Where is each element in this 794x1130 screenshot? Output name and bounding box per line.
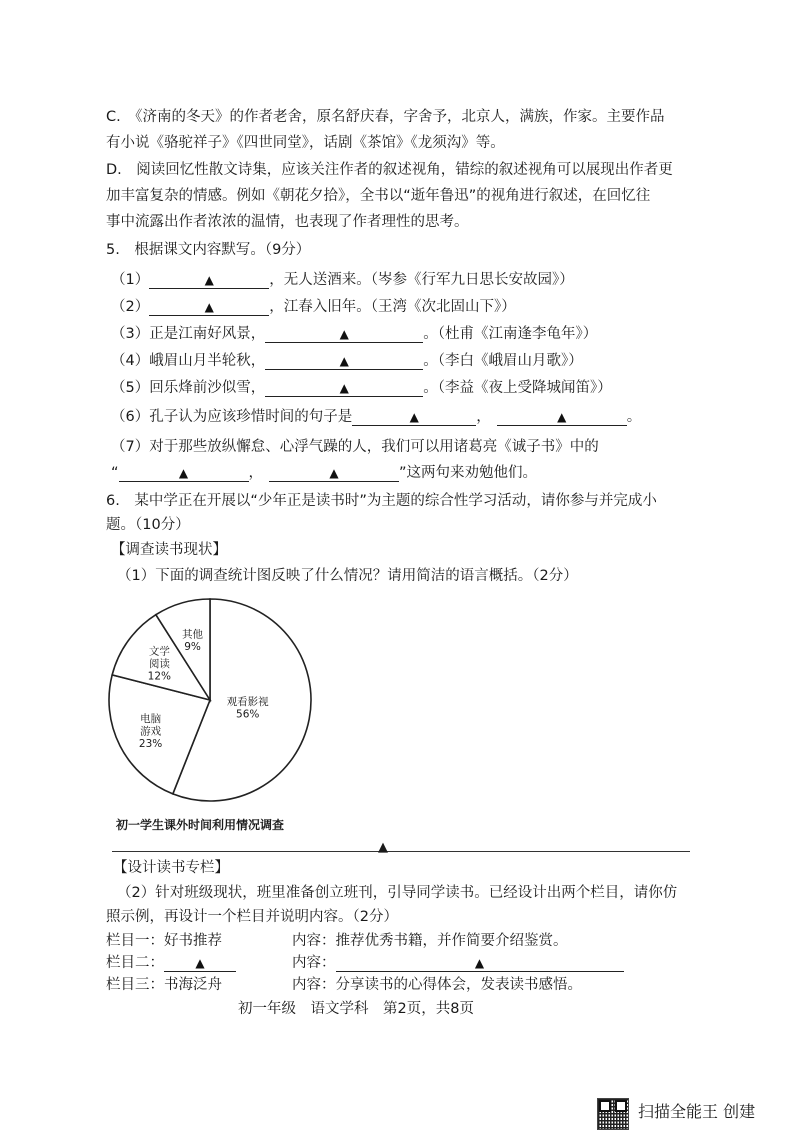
chart-title: 初一学生课外时间利用情况调查 — [116, 818, 285, 832]
column-1-content: 内容：推荐优秀书籍，并作简要介绍鉴赏。 — [292, 933, 568, 949]
blank-marker-icon: ▲ — [409, 410, 419, 424]
answer-blank[interactable] — [265, 351, 423, 370]
blank-marker-icon: ▲ — [329, 466, 339, 480]
answer-blank[interactable] — [149, 297, 269, 316]
qr-code-icon — [597, 1098, 629, 1130]
blank-marker-icon: ▲ — [204, 273, 214, 287]
option-d-line3: 事中流露出作者浓浓的温情，也表现了作者理性的思考。 — [106, 214, 469, 230]
q6-sub2-line1: （2）针对班级现状，班里准备创立班刊，引导同学读书。已经设计出两个栏目，请你仿 — [117, 885, 678, 901]
q5-item-5-text: （5）回乐烽前沙似雪， — [111, 380, 266, 396]
column-2-name-blank[interactable] — [164, 953, 236, 972]
answer-blank[interactable] — [269, 463, 399, 482]
blank-marker-icon: ▲ — [474, 956, 485, 970]
option-d-line1: D. 阅读回忆性散文诗集，应该关注作者的叙述视角，错综的叙述视角可以展现出作者更 — [106, 162, 673, 178]
answer-blank[interactable] — [149, 270, 269, 289]
column-2-content — [292, 953, 624, 973]
blank-marker-icon: ▲ — [339, 381, 349, 395]
blank-marker-icon: ▲ — [557, 410, 567, 424]
column-2-content-blank[interactable] — [336, 953, 624, 972]
blank-marker-icon: ▲ — [178, 466, 189, 480]
q5-item-2 — [111, 297, 516, 317]
pie-label-电脑游戏: 电脑游戏 23% — [138, 712, 163, 750]
q5-item-1 — [111, 270, 574, 290]
scanner-watermark: 扫描全能王 创建 — [638, 1102, 756, 1121]
q5-item-1-text: ，无人送酒来。（岑参《行军九日思长安故园》） — [269, 272, 574, 288]
q5-title: 5. 根据课文内容默写。（9分） — [106, 242, 311, 258]
q5-item-4-source: 。（李白《峨眉山月歌》） — [423, 353, 583, 369]
q5-item-7-comma: ， — [248, 465, 264, 481]
q5-item-6 — [111, 407, 641, 427]
q5-item-7-open-quote: “ — [111, 465, 119, 481]
answer-line[interactable] — [112, 851, 690, 852]
pie-label-文学阅读: 文学阅读 12% — [147, 645, 172, 683]
column-2-label-text: 栏目二： — [106, 955, 164, 971]
pie-chart — [100, 590, 340, 815]
q6-title-line2: 题。（10分） — [106, 517, 190, 533]
q5-item-7-end: ”这两句来劝勉他们。 — [399, 465, 538, 481]
section-survey-heading: 【调查读书现状】 — [111, 542, 227, 558]
blank-marker-icon: ▲ — [195, 956, 205, 970]
blank-marker-icon: ▲ — [339, 327, 349, 341]
q5-item-7-line1: （7）对于那些放纵懈怠、心浮气躁的人，我们可以用诸葛亮《诚子书》中的 — [111, 439, 599, 455]
column-2-content-label: 内容： — [292, 955, 336, 971]
q5-item-4-text: （4）峨眉山月半轮秋， — [111, 353, 266, 369]
q5-item-2-text: ，江春入旧年。（王湾《次北固山下》） — [269, 299, 516, 315]
pie-label-其他: 其他 9% — [182, 628, 204, 654]
q5-item-3 — [111, 324, 597, 344]
answer-blank[interactable] — [265, 324, 423, 343]
column-1-label: 栏目一：好书推荐 — [106, 933, 222, 949]
blank-marker-icon: ▲ — [204, 300, 214, 314]
answer-blank[interactable] — [265, 378, 423, 397]
option-c-line1: C. 《济南的冬天》的作者老舍，原名舒庆春，字舍予，北京人，满族，作家。主要作品 — [106, 109, 665, 125]
q6-sub1-prompt: （1）下面的调查统计图反映了什么情况？请用简洁的语言概括。（2分） — [117, 568, 578, 584]
option-c-line2: 有小说《骆驼祥子》《四世同堂》，话剧《茶馆》《龙须沟》等。 — [106, 135, 505, 151]
pie-label-观看影视: 观看影视 56% — [226, 695, 269, 721]
q5-item-5 — [111, 378, 612, 398]
q5-item-6-comma: ， — [476, 409, 491, 425]
q5-item-3-text: （3）正是江南好风景， — [111, 326, 266, 342]
option-d-line2: 加丰富复杂的情感。例如《朝花夕拾》，全书以“逝年鲁迅”的视角进行叙述，在回忆往 — [106, 188, 651, 204]
page-footer: 初一年级 语文学科 第2页，共8页 — [238, 1001, 474, 1017]
blank-marker-icon: ▲ — [378, 840, 388, 855]
q5-item-3-source: 。（杜甫《江南逢李龟年》） — [423, 326, 598, 342]
q5-item-1-num: （1） — [111, 272, 150, 288]
q5-item-2-num: （2） — [111, 299, 150, 315]
answer-blank[interactable] — [352, 407, 476, 426]
q5-item-4 — [111, 351, 583, 371]
section-design-heading: 【设计读书专栏】 — [113, 860, 229, 876]
answer-blank[interactable] — [119, 463, 249, 482]
pie-slices — [109, 599, 311, 801]
q6-title-line1: 6. 某中学正在开展以“少年正是读书时”为主题的综合性学习活动，请你参与并完成小 — [106, 493, 657, 509]
column-2-label — [106, 953, 236, 973]
q5-item-6-text: （6）孔子认为应该珍惜时间的句子是 — [111, 409, 353, 425]
q5-item-5-source: 。（李益《夜上受降城闻笛》） — [423, 380, 612, 396]
q6-sub2-line2: 照示例，再设计一个栏目并说明内容。（2分） — [106, 909, 398, 925]
q5-item-7-line2 — [111, 463, 537, 483]
column-3-content: 内容：分享读书的心得体会，发表读书感悟。 — [292, 977, 582, 993]
column-3-label: 栏目三：书海泛舟 — [106, 977, 222, 993]
blank-marker-icon: ▲ — [339, 354, 349, 368]
answer-blank[interactable] — [497, 407, 627, 426]
q5-item-6-end: 。 — [626, 409, 642, 425]
